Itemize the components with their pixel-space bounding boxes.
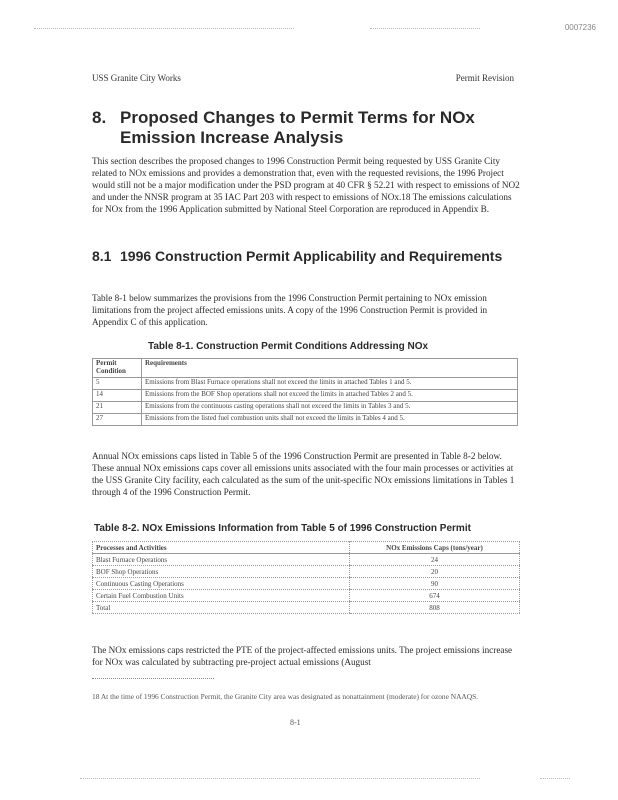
subsection-paragraph-3: The NOx emissions caps restricted the PTE of the project-affected emissions units. The project emissions increase for NOx was calculated by subtracting pre-project actual emissions (August	[92, 645, 513, 668]
scan-artifact-top-left	[34, 28, 294, 29]
subsection-title: 1996 Construction Permit Applicability and Requirements	[120, 248, 503, 264]
scan-artifact-top-right	[370, 28, 480, 29]
section-intro-paragraph: This section describes the proposed changes to 1996 Construction Permit being requested by USS Granite City related to NOx emissions and provides a demonstration that, even with the requested revisions, the 1996 Project would still not be a major modification under the PSD program at 40 CFR § 52.21 with respect to emissions of NO2 and under the NNSR program at 35 IAC Part 203 with respect to emissions of NOx.18 The emissions calculations for NOx from the 1996 Application submitted by National Steel Corporation are reproduced in Appendix B.	[92, 156, 520, 215]
table-row	[93, 578, 520, 590]
table-cell: 21	[93, 402, 142, 414]
table-header-row	[93, 359, 518, 378]
table-cell: Continuous Casting Operations	[93, 578, 350, 590]
section-number: 8.	[92, 108, 107, 127]
table-header-cell: NOx Emissions Caps (tons/year)	[350, 542, 520, 554]
table-cell: Emissions from the BOF Shop operations shall not exceed the limits in attached Tables 2 and 5.	[142, 390, 518, 402]
bates-number: 0007236	[564, 23, 596, 32]
table-cell: Emissions from Blast Furnace operations shall not exceed the limits in attached Tables 1 and 5.	[142, 378, 518, 390]
table-cell: BOF Shop Operations	[93, 566, 350, 578]
table-cell: Total	[93, 602, 350, 614]
table-row	[93, 390, 518, 402]
table-8-2-caption: Table 8-2. NOx Emissions Information from Table 5 of 1996 Construction Permit	[94, 523, 471, 534]
table-8-2	[92, 541, 520, 614]
table-8-1-caption: Table 8-1. Construction Permit Conditions Addressing NOx	[148, 341, 429, 352]
table-row	[93, 566, 520, 578]
running-header-right: Permit Revision	[455, 73, 514, 83]
table-header-cell: Processes and Activities	[93, 542, 350, 554]
section-title: Proposed Changes to Permit Terms for NOx Emission Increase Analysis	[120, 108, 475, 147]
subsection-number: 8.1	[92, 248, 112, 264]
table-cell: 90	[350, 578, 520, 590]
table-cell: 808	[350, 602, 520, 614]
table-row	[93, 402, 518, 414]
table-row	[93, 590, 520, 602]
table-cell: 5	[93, 378, 142, 390]
table-cell: 14	[93, 390, 142, 402]
table-row	[93, 602, 520, 614]
table-cell: 24	[350, 554, 520, 566]
table-cell: Certain Fuel Combustion Units	[93, 590, 350, 602]
footnote: 18 At the time of 1996 Construction Permit, the Granite City area was designated as nonattainment (moderate) for ozone NAAQS.	[92, 692, 479, 701]
table-header-row	[93, 542, 520, 554]
table-header-cell: Permit Condition	[93, 359, 142, 378]
table-cell: 27	[93, 414, 142, 426]
table-cell: Blast Furnace Operations	[93, 554, 350, 566]
table-cell: 20	[350, 566, 520, 578]
page-number: 8-1	[290, 718, 301, 727]
table-row	[93, 414, 518, 426]
footnote-separator	[92, 678, 214, 679]
table-row	[93, 554, 520, 566]
table-8-1	[92, 358, 518, 426]
subsection-paragraph-1: Table 8-1 below summarizes the provisions from the 1996 Construction Permit pertaining to NOx emission limitations from the project affected emissions units. A copy of the 1996 Construction Permit is provided in Appendix C of this application.	[92, 293, 488, 328]
running-header-left: USS Granite City Works	[92, 73, 181, 83]
subsection-paragraph-2: Annual NOx emissions caps listed in Table 5 of the 1996 Construction Permit are presented in Table 8-2 below. These annual NOx emissions caps cover all emissions units associated with the four main processes or activities at the USS Granite City facility, each calculated as the sum of the unit-specific NOx emissions limitations in Tables 1 through 4 of the 1996 Construction Permit.	[92, 451, 515, 498]
table-header-cell: Requirements	[142, 359, 518, 378]
table-cell: Emissions from the continuous casting operations shall not exceed the limits in Tables 3 and 5.	[142, 402, 518, 414]
table-cell: Emissions from the listed fuel combustion units shall not exceed the limits in Tables 4 and 5.	[142, 414, 518, 426]
scan-artifact-bottom	[80, 778, 480, 779]
table-cell: 674	[350, 590, 520, 602]
scan-artifact-bottom-right	[540, 778, 570, 779]
table-row	[93, 378, 518, 390]
